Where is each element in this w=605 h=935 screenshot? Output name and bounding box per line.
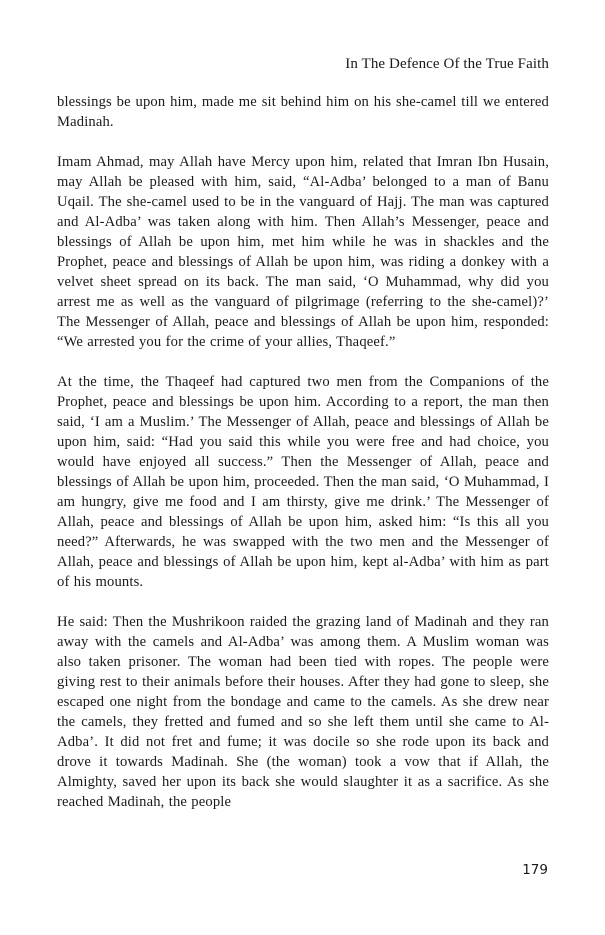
body-text: [57, 92, 549, 832]
page-number: 179: [522, 862, 548, 878]
paragraph-2: Imam Ahmad, may Allah have Mercy upon him, related that Imran Ibn Husain, may Allah be pleased with him, said, “Al-Adba’ belonged to a man of Banu Uqail. The she-camel used to be in the vanguard of Hajj. The man was captured and Al-Adba’ was taken along with him. Then Allah’s Messenger, peace and blessings of Allah be upon him, met him while he was in shackles and the Prophet, peace and blessings of Allah be upon him, was riding a donkey with a velvet sheet spread on its back. The man said, ‘O Muhammad, why did you arrest me as well as the vanguard of pilgrimage (referring to the she-camel)?’ The Messenger of Allah, peace and blessings of Allah be upon him, responded: “We arrested you for the crime of your allies, Thaqeef.”: [57, 154, 549, 350]
paragraph-1: blessings be upon him, made me sit behind him on his she-camel till we entered Madinah.: [57, 94, 549, 130]
paragraph-4: He said: Then the Mushrikoon raided the grazing land of Madinah and they ran away with the camels and Al-Adba’ was among them. A Muslim woman was also taken prisoner. The woman had been tied with ropes. The people were giving rest to their animals before their houses. After they had gone to sleep, she escaped one night from the bondage and came to the camels. As she drew near the camels, they fretted and fumed and so she left them until she came to Al-Adba’. It did not fret and fume; it was docile so she rode upon its back and drove it towards Madinah. She (the woman) took a vow that if Allah, the Almighty, saved her upon its back she would slaughter it as a sacrifice. As she reached Madinah, the people: [57, 614, 549, 810]
running-header: In The Defence Of the True Faith: [345, 56, 549, 72]
paragraph-3: At the time, the Thaqeef had captured two men from the Companions of the Prophet, peace and blessings be upon him. According to a report, the man then said, ‘I am a Muslim.’ The Messenger of Allah, peace and blessings of Allah be upon him, said: “Had you said this while you were free and had choice, you would have enjoyed all success.” Then the Messenger of Allah, peace and blessings of Allah be upon him, proceeded. Then the man said, ‘O Muhammad, I am hungry, give me food and I am thirsty, give me drink.’ The Messenger of Allah, peace and blessings of Allah be upon him, asked him: “Is this all you need?” Afterwards, he was swapped with the two men and the Messenger of Allah, peace and blessings of Allah be upon him, kept al-Adba’ with him as part of his mounts.: [57, 374, 549, 590]
